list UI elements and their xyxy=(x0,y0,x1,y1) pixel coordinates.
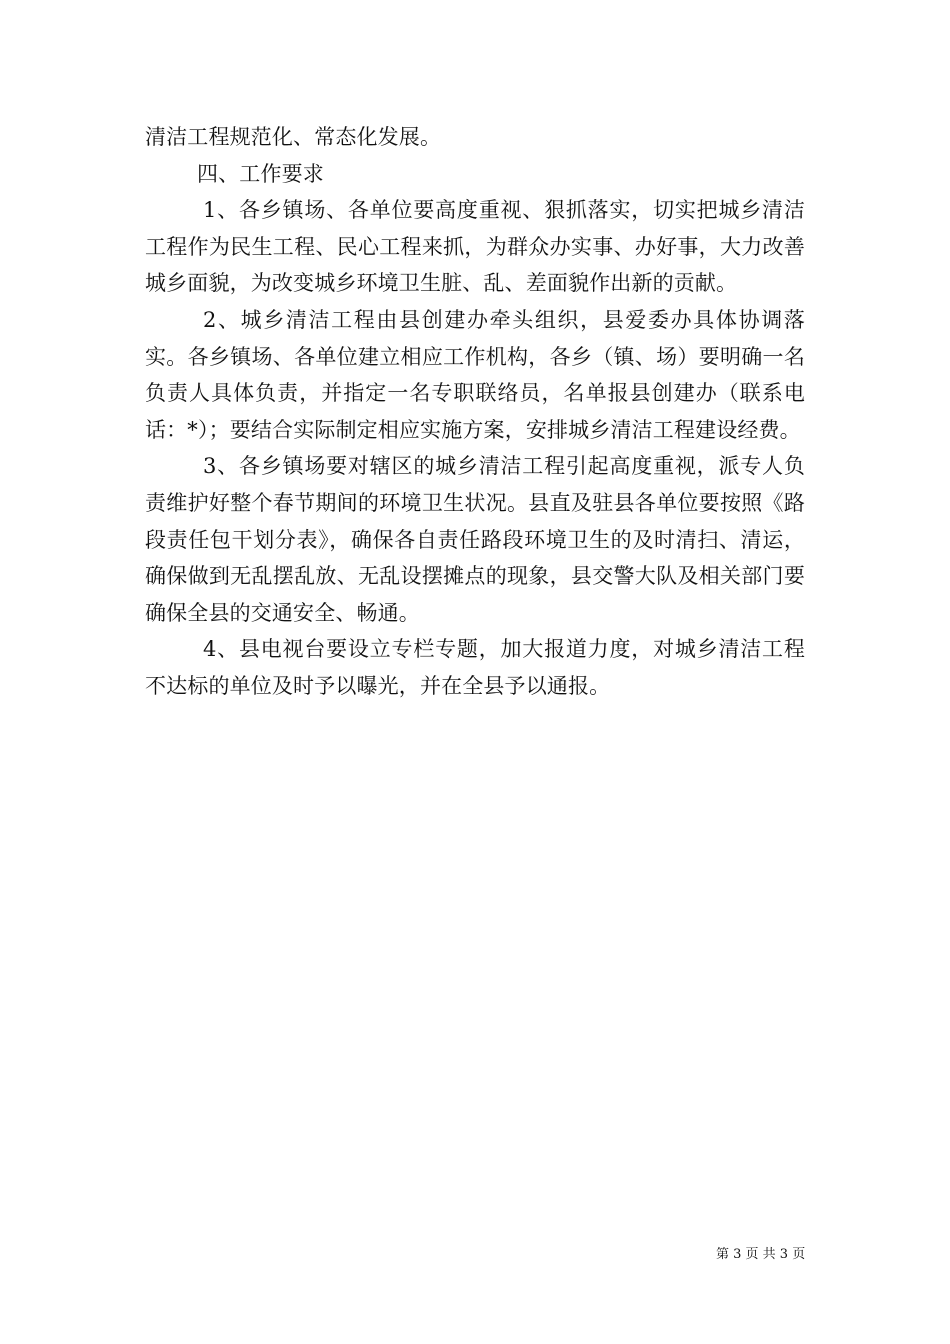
paragraph-requirement-2: 2、城乡清洁工程由县创建办牵头组织，县爱委办具体协调落实。各乡镇场、各单位建立相应工作机构，各乡（镇、场）要明确一名负责人具体负责，并指定一名专职联络员，名单报县创建办（联系电话：*）；要结合实际制定相应实施方案，安排城乡清洁工程建设经费。 xyxy=(145,307,805,442)
page-number-footer: 第 3 页 共 3 页 xyxy=(716,1247,806,1262)
document-body xyxy=(145,119,805,705)
paragraph-requirement-4: 4、县电视台要设立专栏专题，加大报道力度，对城乡清洁工程不达标的单位及时予以曝光，并在全县予以通报。 xyxy=(145,637,805,698)
paragraph-requirement-3: 3、各乡镇场要对辖区的城乡清洁工程引起高度重视，派专人负责维护好整个春节期间的环境卫生状况。县直及驻县各单位要按照《路段责任包干划分表》，确保各自责任路段环境卫生的及时清扫、清运，确保做到无乱摆乱放、无乱设摆摊点的现象，县交警大队及相关部门要确保全县的交通安全、畅通。 xyxy=(145,454,805,625)
paragraph-continuation: 清洁工程规范化、常态化发展。 xyxy=(145,125,442,149)
section-heading: 四、工作要求 xyxy=(197,161,324,186)
paragraph-requirement-1: 1、各乡镇场、各单位要高度重视、狠抓落实，切实把城乡清洁工程作为民生工程、民心工程来抓，为群众办实事、办好事，大力改善城乡面貌，为改变城乡环境卫生脏、乱、差面貌作出新的贡献。 xyxy=(145,198,805,296)
